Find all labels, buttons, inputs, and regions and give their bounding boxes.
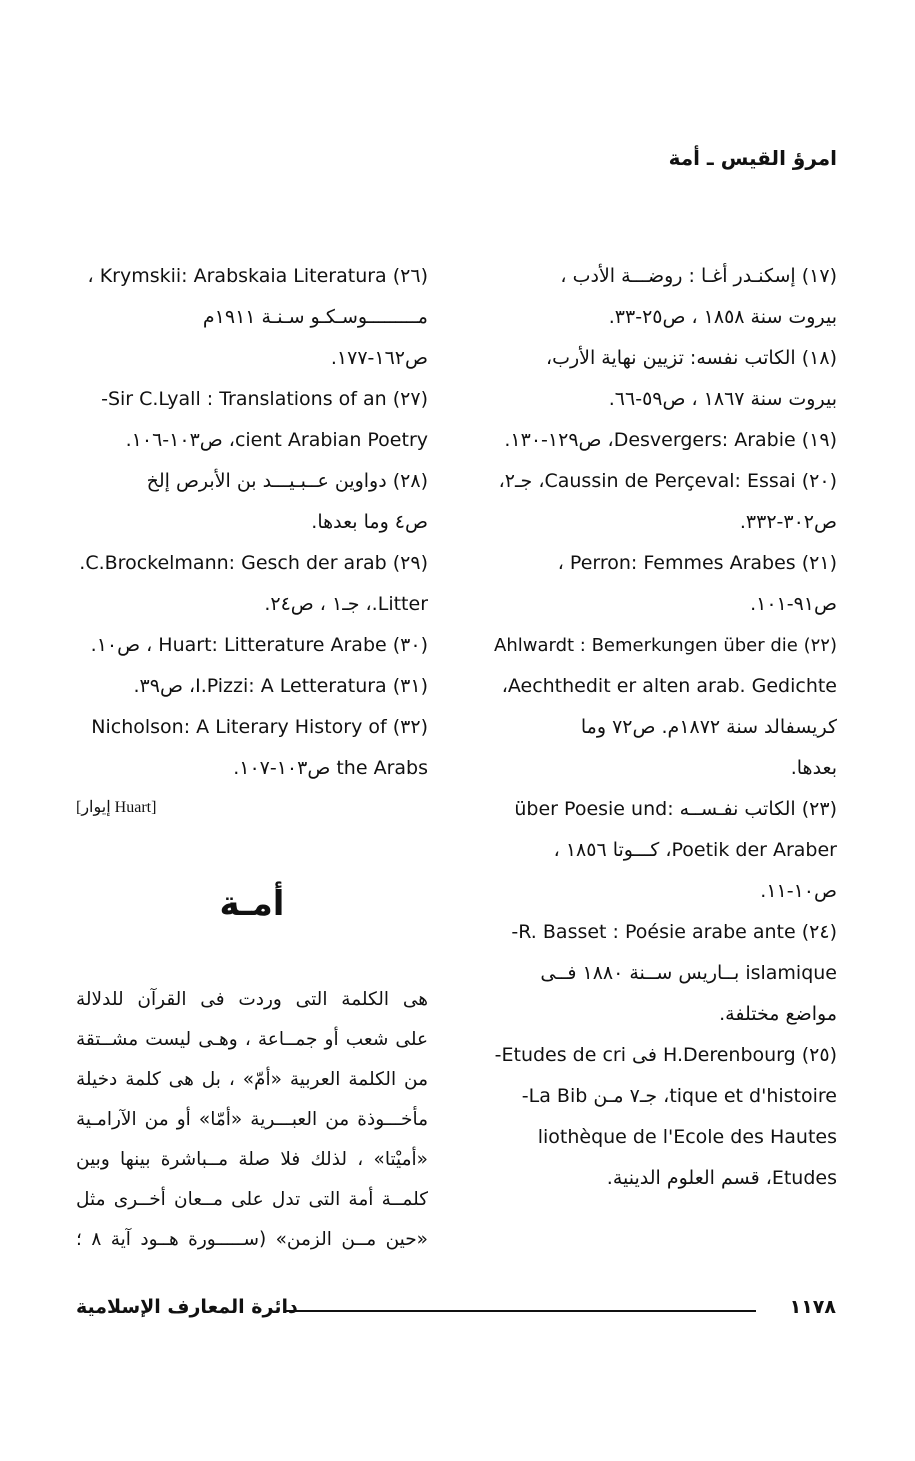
reference-line: (٢٤) R. Basset : Poésie arabe ante- xyxy=(511,921,837,943)
reference-entry xyxy=(487,912,837,1035)
reference-line: ص١٦٢-١٧٧. xyxy=(330,347,428,369)
reference-entry xyxy=(76,379,428,461)
author-signature: [إيوار Huart] xyxy=(76,799,157,816)
page-number: ١١٧٨ xyxy=(789,1296,836,1318)
reference-line: (٢٧) Sir C.Lyall : Translations of an- xyxy=(101,388,428,410)
reference-entry xyxy=(487,625,837,789)
reference-entry xyxy=(76,461,428,543)
reference-entry xyxy=(487,461,837,543)
reference-line: islamique بــاريس ســنة ١٨٨٠ فــى xyxy=(540,962,837,984)
reference-line: Poetik der Araber، كـــوتا ١٨٥٦ ، xyxy=(553,839,837,861)
article-line: هى الكلمة التى وردت فى القرآن للدلالة xyxy=(76,989,428,1010)
reference-line: Etudes، قسم العلوم الدينية. xyxy=(606,1167,837,1189)
reference-line: the Arabs ص١٠٣-١٠٧. xyxy=(233,757,428,779)
reference-line: (١٨) الكاتب نفسه: تزيين نهاية الأرب، xyxy=(545,347,837,369)
reference-entry xyxy=(487,420,837,461)
reference-line: cient Arabian Poetry، ص١٠٣-١٠٦. xyxy=(125,429,428,451)
reference-line: (٢٩) C.Brockelmann: Gesch der arab. xyxy=(79,552,428,574)
reference-line: بيروت سنة ١٨٦٧ ، ص٥٩-٦٦. xyxy=(608,388,837,410)
reference-line: (٢٠) Caussin de Perçeval: Essai، جـ٢، xyxy=(498,470,837,492)
reference-line: ص٤ وما بعدها. xyxy=(311,511,428,533)
reference-line: كريسفالد سنة ١٨٧٢م. ص٧٢ وما xyxy=(580,716,837,738)
reference-entry xyxy=(76,666,428,707)
reference-line: (٣١) I.Pizzi: A Letteratura، ص٣٩. xyxy=(133,675,428,697)
reference-line: (٣٠) Huart: Litterature Arabe ، ص١٠. xyxy=(90,634,428,656)
reference-entry xyxy=(487,1035,837,1199)
reference-line: Aechthedit er alten arab. Gedichte، xyxy=(501,675,837,697)
article-title: أمـة xyxy=(219,884,285,924)
reference-line: ص٩١-١٠١. xyxy=(750,593,837,615)
reference-entry xyxy=(76,707,428,789)
reference-line: (٢٦) Krymskii: Arabskaia Literatura ، xyxy=(87,265,428,287)
publication-title: دائرة المعارف الإسلامية xyxy=(76,1296,298,1318)
reference-line: مواضع مختلفة. xyxy=(719,1003,837,1025)
article-line: «أميْتا» ، لذلك فلا صلة مــباشرة بينها وبين xyxy=(76,1149,428,1170)
footer-rule xyxy=(286,1310,756,1312)
article-body xyxy=(76,980,428,1260)
article-line: كلمــة أمة التى تدل على مــعان أخــرى مثل xyxy=(76,1189,428,1210)
reference-line: liothèque de l'Ecole des Hautes xyxy=(537,1126,837,1148)
reference-entry xyxy=(487,543,837,625)
reference-line: (٢٨) دواوين عــبـيـــد بن الأبرص إلخ xyxy=(146,470,428,492)
reference-line: (١٧) إسكنـدر أغـا : روضـــة الأدب ، xyxy=(560,265,837,287)
reference-entry xyxy=(487,338,837,420)
reference-line: (١٩) Desvergers: Arabie، ص١٢٩-١٣٠. xyxy=(504,429,837,451)
reference-line: Litter.، جـ١ ، ص٢٤. xyxy=(264,593,428,615)
article-line: من الكلمة العربية «أمّ» ، بل هى كلمة دخيلة xyxy=(76,1069,428,1090)
article-line: مأخـــوذة من العبـــرية «أمّا» أو من الآرامـية xyxy=(76,1109,428,1130)
reference-entry xyxy=(487,789,837,912)
reference-entry xyxy=(76,543,428,625)
reference-line: (٢٢) Ahlwardt : Bemerkungen über die xyxy=(494,635,837,656)
reference-line: بيروت سنة ١٨٥٨ ، ص٢٥-٣٣. xyxy=(608,306,837,328)
reference-line: ص٣٠٢-٣٣٢. xyxy=(739,511,837,533)
reference-line: tique et d'histoire، جـ٧ مـن La Bib- xyxy=(521,1085,837,1107)
running-header: امرؤ القيس ـ أمة xyxy=(668,146,837,170)
references-right-column xyxy=(487,256,837,1199)
article-line: على شعب أو جمــاعة ، وهـى ليست مشــتقة xyxy=(76,1029,428,1050)
references-left-column xyxy=(76,256,428,823)
reference-entry xyxy=(76,625,428,666)
page-footer xyxy=(76,1292,836,1328)
reference-line: مـــــــــوسـكـو سـنـة ١٩١١م xyxy=(202,306,428,328)
reference-line: ص١٠-١١. xyxy=(760,880,837,902)
reference-line: بعدها. xyxy=(790,757,837,779)
reference-line: (٣٢) Nicholson: A Literary History of xyxy=(91,716,428,738)
reference-line: (٢٣) الكاتب نفـســه :über Poesie und xyxy=(514,798,837,820)
reference-line: (٢١) Perron: Femmes Arabes ، xyxy=(557,552,837,574)
reference-entry xyxy=(487,256,837,338)
reference-line: (٢٥) H.Derenbourg فى Etudes de cri- xyxy=(494,1044,837,1066)
article-line: «حين مــن الزمن» (ســـــورة هــود آية ٨ ؛ xyxy=(76,1229,428,1250)
reference-entry xyxy=(76,256,428,379)
